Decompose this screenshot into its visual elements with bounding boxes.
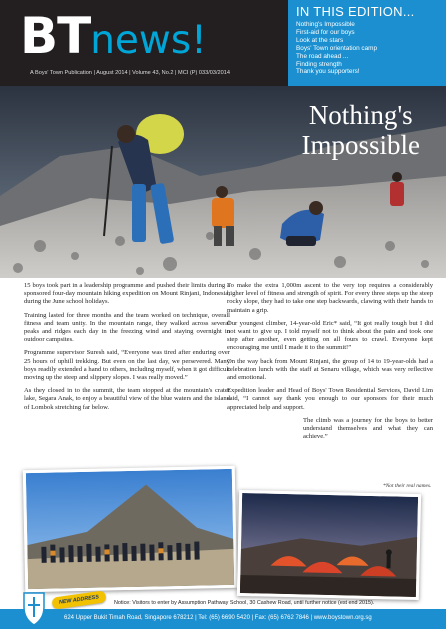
- new-address-badge: NEW ADDRESS: [51, 590, 106, 609]
- headline: [302, 100, 421, 160]
- headline-line2: Impossible: [301, 130, 420, 160]
- edition-list: [296, 21, 377, 76]
- logo-bt: BT: [20, 7, 91, 65]
- edition-item: Nothing's Impossible: [296, 21, 355, 28]
- article-paragraph: Programme supervisor Suresh said, “Everyone was tired after enduring over 25 hours of uphill trekking. But even on the last day, we persevered. Many boys readily extended a hand to others, including myself, when it got difficult moving up the steep and slippery slopes. I was really moved.”: [24, 349, 230, 382]
- in-this-edition-box: [288, 0, 446, 86]
- article-paragraph: On the way back from Mount Rinjani, the group of 14 to 19-year-olds had a celebration lunch with the staff at Senaru village, which was very reflective and emotional.: [227, 357, 433, 382]
- contact-info: 624 Upper Bukit Timah Road, Singapore 678212 | Tel: (65) 6690 5420 | Fax: (65) 6762 7846 | www.boystown.org.sg: [64, 615, 372, 621]
- edition-item: Finding strength: [296, 60, 342, 68]
- article-paragraph: Our youngest climber, 14-year-old Eric* said, “It got really tough but I did not want to give up. I told myself not to think about the pain and took one step after another, even getting on all fours to crawl. Everyone kept encouraging me until I made it to the summit!”: [227, 319, 433, 352]
- headline-line1: Nothing's: [308, 100, 413, 130]
- publication-info: A Boys' Town Publication | August 2014 | Volume 43, No.2 | MCI (P) 033/03/2014: [30, 70, 230, 76]
- group-photo-summit: [23, 466, 238, 592]
- article-paragraph: As they closed in to the summit, the team stopped at the mountain's crater lake, Segara Anak, to enjoy a beautiful view of the blue waters and the island of Lombok stretching far below.: [24, 387, 230, 411]
- footer-bar: [0, 609, 446, 629]
- edition-item: The road ahead ...: [296, 52, 349, 60]
- boys-town-crest-icon: [20, 587, 48, 627]
- edition-title: IN THIS EDITION...: [296, 4, 415, 19]
- bt-news-logo: [20, 8, 207, 64]
- article-paragraph: 15 boys took part in a leadership programme and pushed their limits during a sponsored four-day mountain hiking expedition on Mount Rinjani, Indonesia, during the June school holidays.: [24, 282, 230, 306]
- campsite-photo-art: [240, 493, 418, 597]
- group-photo-art: [26, 469, 234, 589]
- edition-item: Boys' Town orientation camp: [296, 44, 378, 52]
- edition-item: Look at the stars: [296, 36, 344, 44]
- article-paragraph: Expedition leader and Head of Boys' Town Residential Services, David Lim said, “I cannot say thank you enough to our sponsors for their much appreciated help and support.: [227, 387, 433, 411]
- article-paragraph-tail: The climb was a journey for the boys to better understand themselves and what they can achieve.”: [303, 416, 433, 441]
- masthead: [0, 0, 446, 86]
- article-column-right: [227, 282, 433, 446]
- hero-photo: [0, 86, 446, 278]
- article-paragraph: Training lasted for three months and the team worked on technique, overall fitness and team unity. In the mountain range, they walked across several peaks and ridges each day in the freezing wind and staying overnight in outdoor campsites.: [24, 311, 230, 344]
- crest-shape: [20, 587, 48, 627]
- edition-item: Thank you supporters!: [296, 68, 360, 76]
- visitor-notice: Notice: Visitors to enter by Assumption Pathway School, 30 Cashew Road, until further notice (est end 2015).: [114, 600, 375, 606]
- article-paragraph: To make the extra 1,000m ascent to the very top requires a considerably higher level of fitness and strength of spirit. For every three steps up the steep rocky slope, they had to take one step backwards, clawing with their hands to maintain a grip.: [227, 282, 433, 314]
- edition-item: First-aid for our boys: [296, 28, 355, 36]
- campsite-photo: [237, 490, 421, 600]
- logo-news: news!: [90, 18, 207, 63]
- article-column-left: [24, 282, 230, 417]
- names-footnote: *Not their real names.: [383, 483, 432, 489]
